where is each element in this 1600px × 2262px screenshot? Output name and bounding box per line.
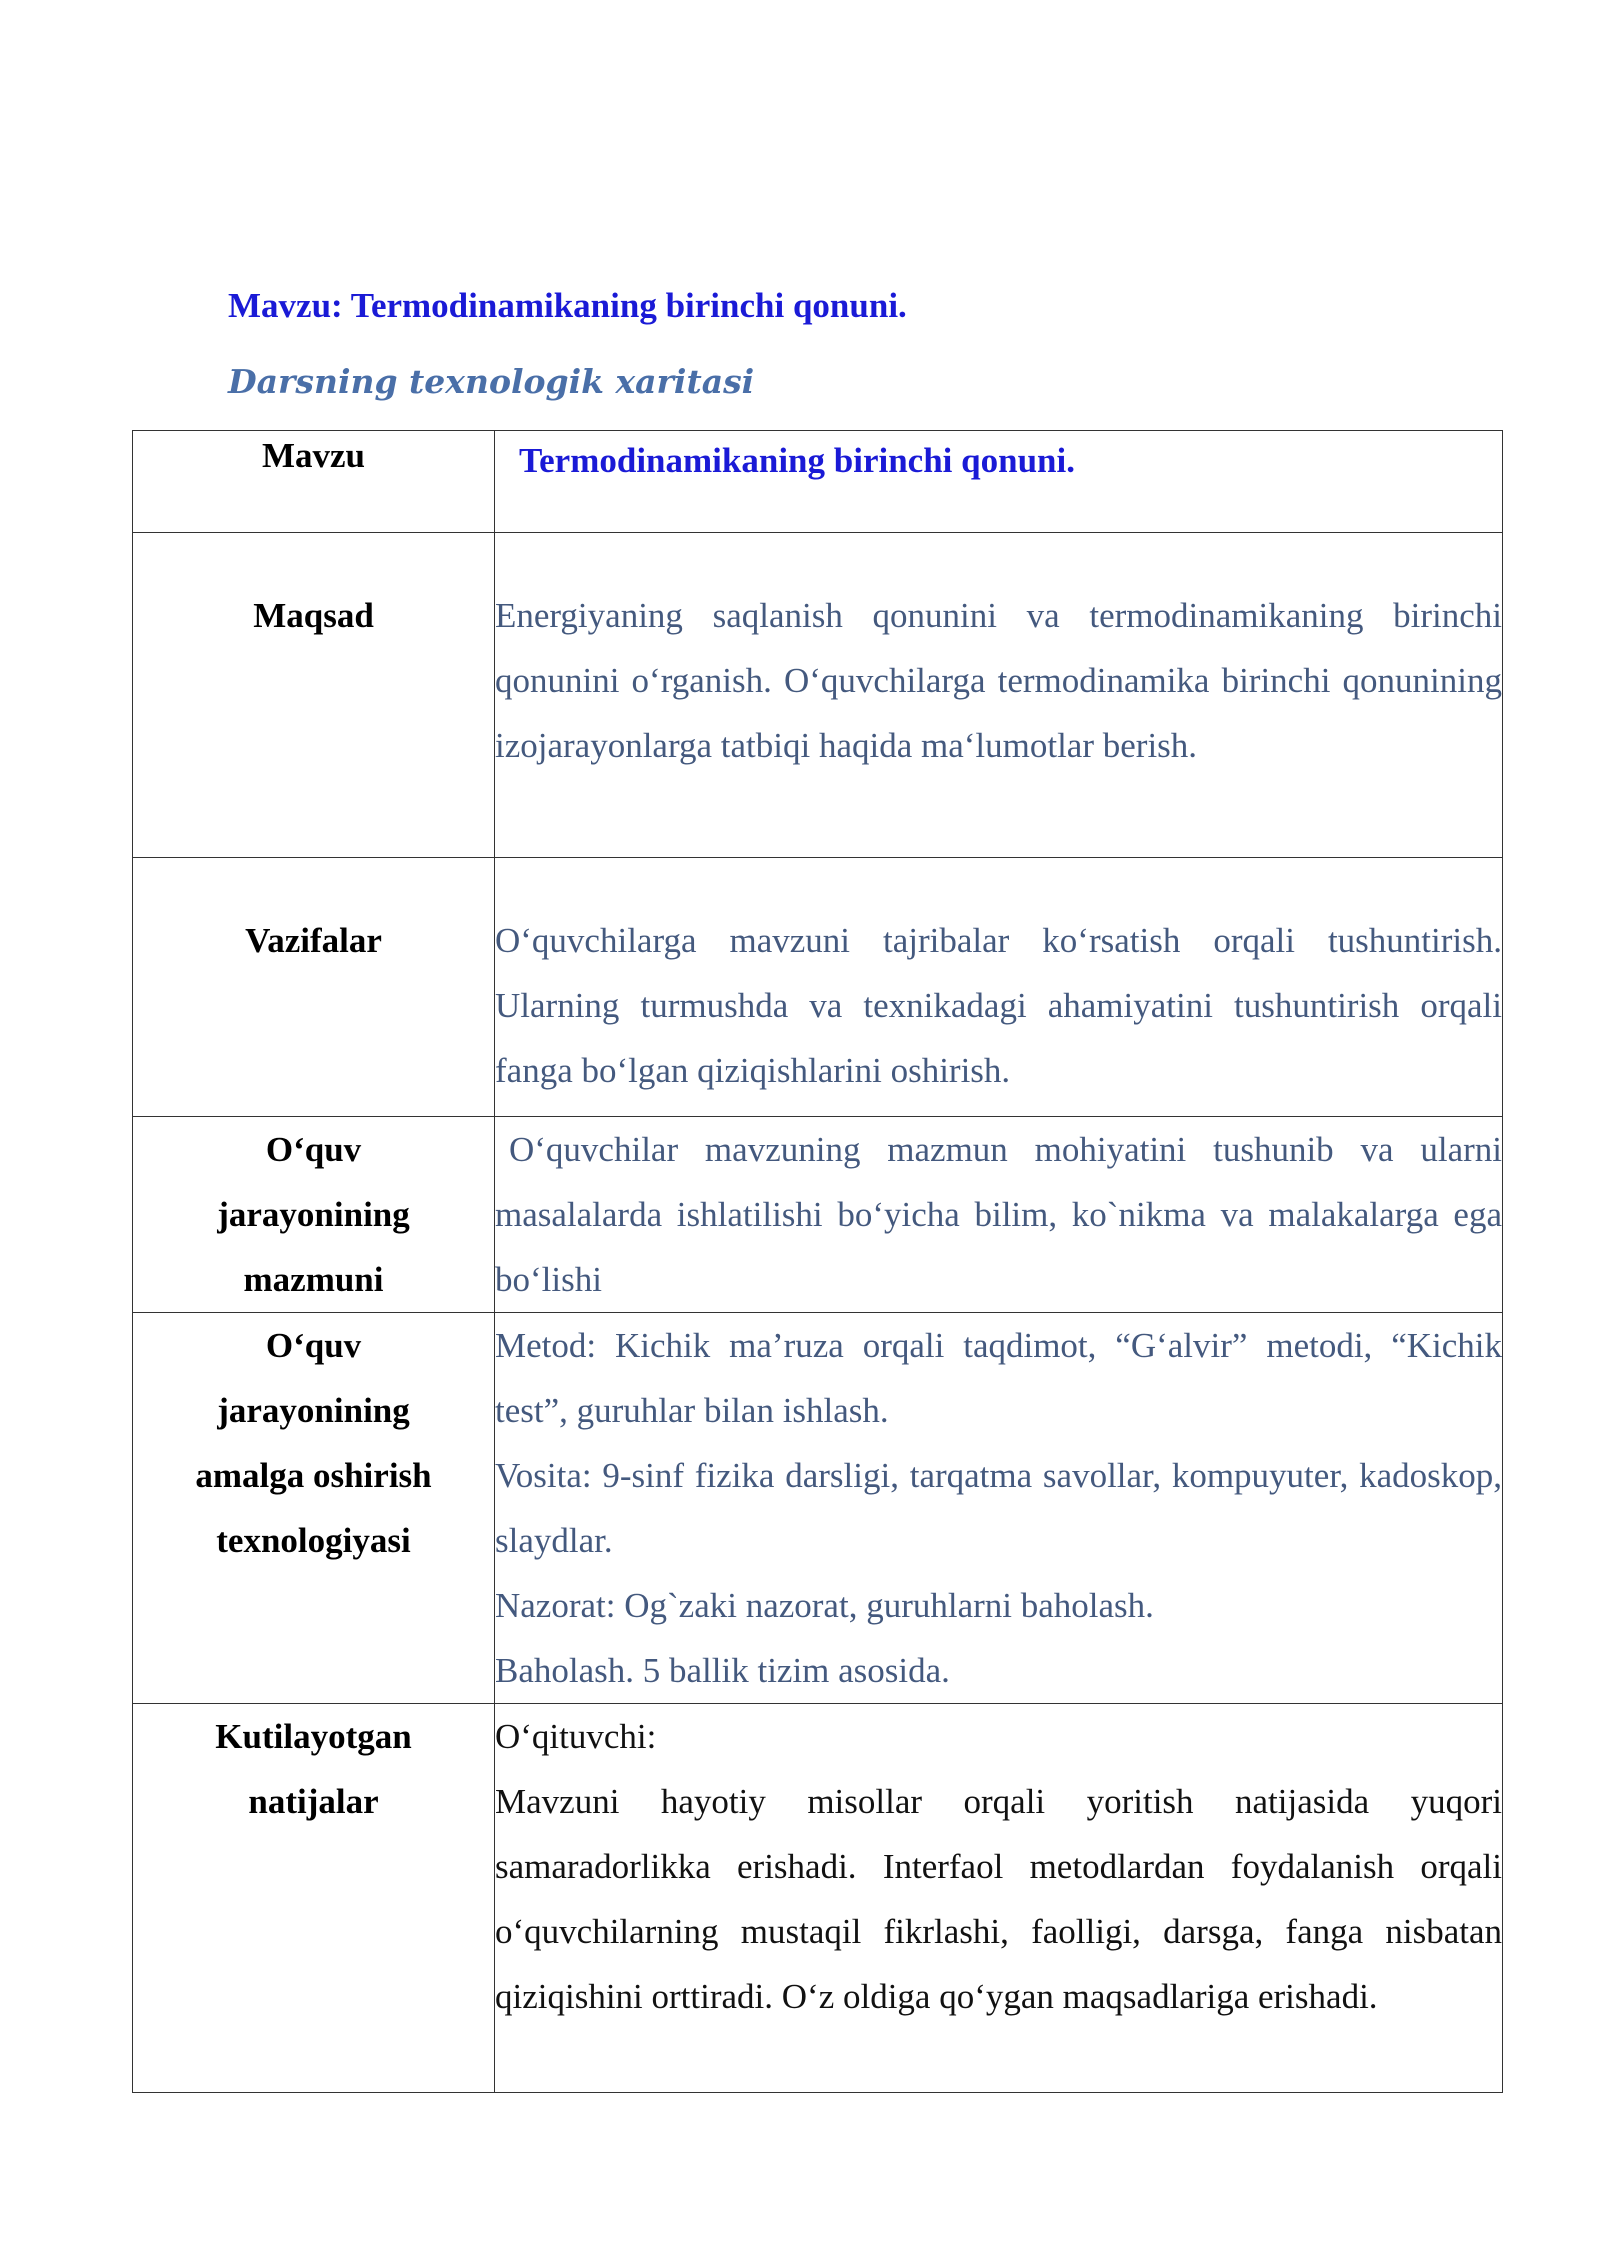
results-label-line: natijalar — [248, 1782, 379, 1821]
content-label-line: jarayonining — [217, 1195, 410, 1234]
results-label-line: Kutilayotgan — [215, 1717, 412, 1756]
goal-text: Energiyaning saqlanish qonunini va termodinamikaning birinchi qonunini o‘rganish. O‘quvchilarga termodinamika birinchi qonunining izojarayonlarga tatbiqi haqida ma‘lumotlar berish. — [495, 596, 1502, 765]
row-value-content — [495, 1117, 1503, 1313]
technology-label-line: O‘quv — [265, 1326, 362, 1365]
row-label-goal — [133, 533, 495, 858]
row-value-technology — [495, 1313, 1503, 1704]
technology-label-line: texnologiyasi — [216, 1521, 411, 1560]
technology-label-line: amalga oshirish — [195, 1456, 432, 1495]
row-label-topic — [133, 431, 495, 533]
content-label-line: mazmuni — [243, 1260, 384, 1299]
content-label-line: O‘quv — [265, 1130, 362, 1169]
technology-label-line: jarayonining — [217, 1391, 410, 1430]
control-text: Nazorat: Og`zaki nazorat, guruhlarni baholash. — [495, 1586, 1154, 1625]
row-label-technology — [133, 1313, 495, 1704]
table-row-content — [133, 1117, 1503, 1313]
table-row-results — [133, 1704, 1503, 2093]
tasks-label: Vazifalar — [245, 921, 382, 960]
tools-text: Vosita: 9-sinf fizika darsligi, tarqatma savollar, kompuyuter, kadoskop, slaydlar. — [495, 1456, 1502, 1560]
topic-value: Termodinamikaning birinchi qonuni. — [519, 441, 1075, 480]
row-label-results — [133, 1704, 495, 2093]
results-text: Mavzuni hayotiy misollar orqali yoritish natijasida yuqori samaradorlikka erishadi. Interfaol metodlardan foydalanish orqali o‘quvchilarning mustaqil fikrlashi, faolligi, darsga, fanga nisbatan qiziqishini orttiradi. O‘z oldiga qo‘ygan maqsadlariga erishadi. — [495, 1782, 1502, 2016]
document-title: Mavzu: Termodinamikaning birinchi qonuni. — [228, 286, 907, 325]
row-label-tasks — [133, 858, 495, 1117]
document-subtitle: Darsning texnologik xaritasi — [228, 362, 755, 401]
topic-label: Mavzu — [261, 436, 366, 475]
row-value-topic — [495, 431, 1503, 533]
table-row-topic — [133, 431, 1503, 533]
table-row-technology — [133, 1313, 1503, 1704]
teacher-heading: O‘qituvchi: — [495, 1717, 657, 1756]
row-value-results — [495, 1704, 1503, 2093]
row-label-content — [133, 1117, 495, 1313]
method-text: Metod: Kichik ma’ruza orqali taqdimot, “G‘alvir” metodi, “Kichik test”, guruhlar bilan ishlash. — [495, 1326, 1502, 1430]
lesson-map-table — [132, 430, 1503, 2093]
goal-label: Maqsad — [253, 596, 374, 635]
table-row-goal — [133, 533, 1503, 858]
grading-text: Baholash. 5 ballik tizim asosida. — [495, 1651, 950, 1690]
content-text: O‘quvchilar mavzuning mazmun mohiyatini tushunib va ularni masalalarda ishlatilishi bo‘yicha bilim, ko`nikma va malakalarga ega bo‘lishi — [495, 1130, 1502, 1299]
tasks-text: O‘quvchilarga mavzuni tajribalar ko‘rsatish orqali tushuntirish. Ularning turmushda va texnikadagi ahamiyatini tushuntirish orqali fanga bo‘lgan qiziqishlarini oshirish. — [495, 921, 1502, 1090]
row-value-goal — [495, 533, 1503, 858]
row-value-tasks — [495, 858, 1503, 1117]
table-row-tasks — [133, 858, 1503, 1117]
